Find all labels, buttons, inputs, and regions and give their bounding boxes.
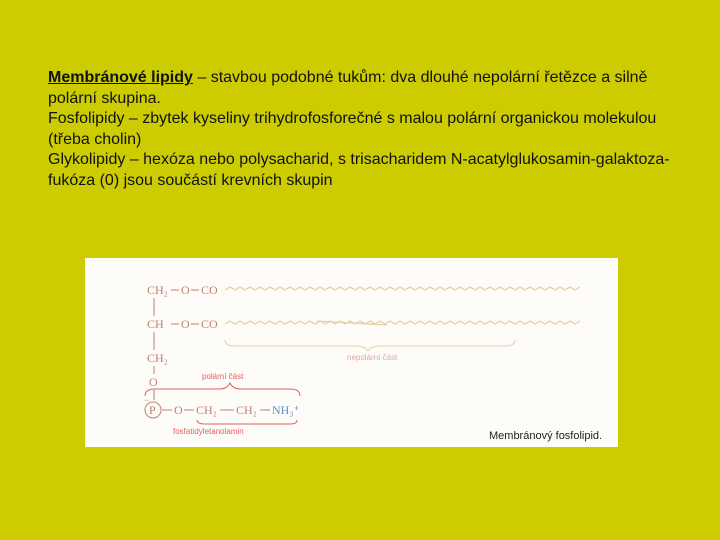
label-phosphatidyl: fosfatidyletanolamin: [173, 427, 244, 436]
text-block: [48, 68, 688, 191]
row5-p: P: [149, 403, 156, 417]
figure-caption: Membránový fosfolipid.: [489, 430, 603, 442]
row1-o: O: [181, 283, 190, 297]
phospholipid-diagram: [85, 258, 618, 447]
membrane-lipids-description: – stavbou podobné tukům: dva dlouhé nepolární řetězce a silně polární skupina.: [48, 69, 648, 107]
paragraph-membrane-lipids: [48, 68, 688, 109]
row5-charge: −: [144, 395, 150, 405]
row5-nh3: NH₃⁺: [272, 403, 300, 417]
nonpolar-bracket: [225, 340, 515, 351]
fatty-chain-bottom: [225, 321, 580, 324]
row2-o: O: [181, 317, 190, 331]
row5-ch2a: CH₂: [196, 403, 217, 417]
row5-o: O: [174, 403, 183, 417]
row1-ch2: CH₂: [147, 283, 168, 297]
row5-ch2b: CH₂: [236, 403, 257, 417]
row3-ch2: CH₂: [147, 351, 168, 365]
label-polar: polární část: [202, 372, 244, 381]
phosphatidyl-bracket: [197, 420, 297, 424]
label-nonpolar: nepolární část: [347, 353, 398, 362]
row2-ch: CH: [147, 317, 164, 331]
fatty-chain-top: [225, 287, 580, 290]
paragraph-glycolipids: Glykolipidy – hexóza nebo polysacharid, s trisacharidem N-acatylglukosamin-galaktoza-fukóza (0) jsou součástí krevních skupin: [48, 151, 670, 189]
polar-bracket: [145, 383, 300, 396]
row1-co: CO: [201, 283, 218, 297]
term-membrane-lipids: Membránové lipidy: [48, 69, 193, 86]
row2-co: CO: [201, 317, 218, 331]
paragraph-phospholipids: Fosfolipidy – zbytek kyseliny trihydrofosforečné s malou polární organickou molekulou (třeba cholin): [48, 110, 657, 148]
phospholipid-figure: [85, 258, 618, 447]
row4-o: O: [149, 375, 158, 389]
